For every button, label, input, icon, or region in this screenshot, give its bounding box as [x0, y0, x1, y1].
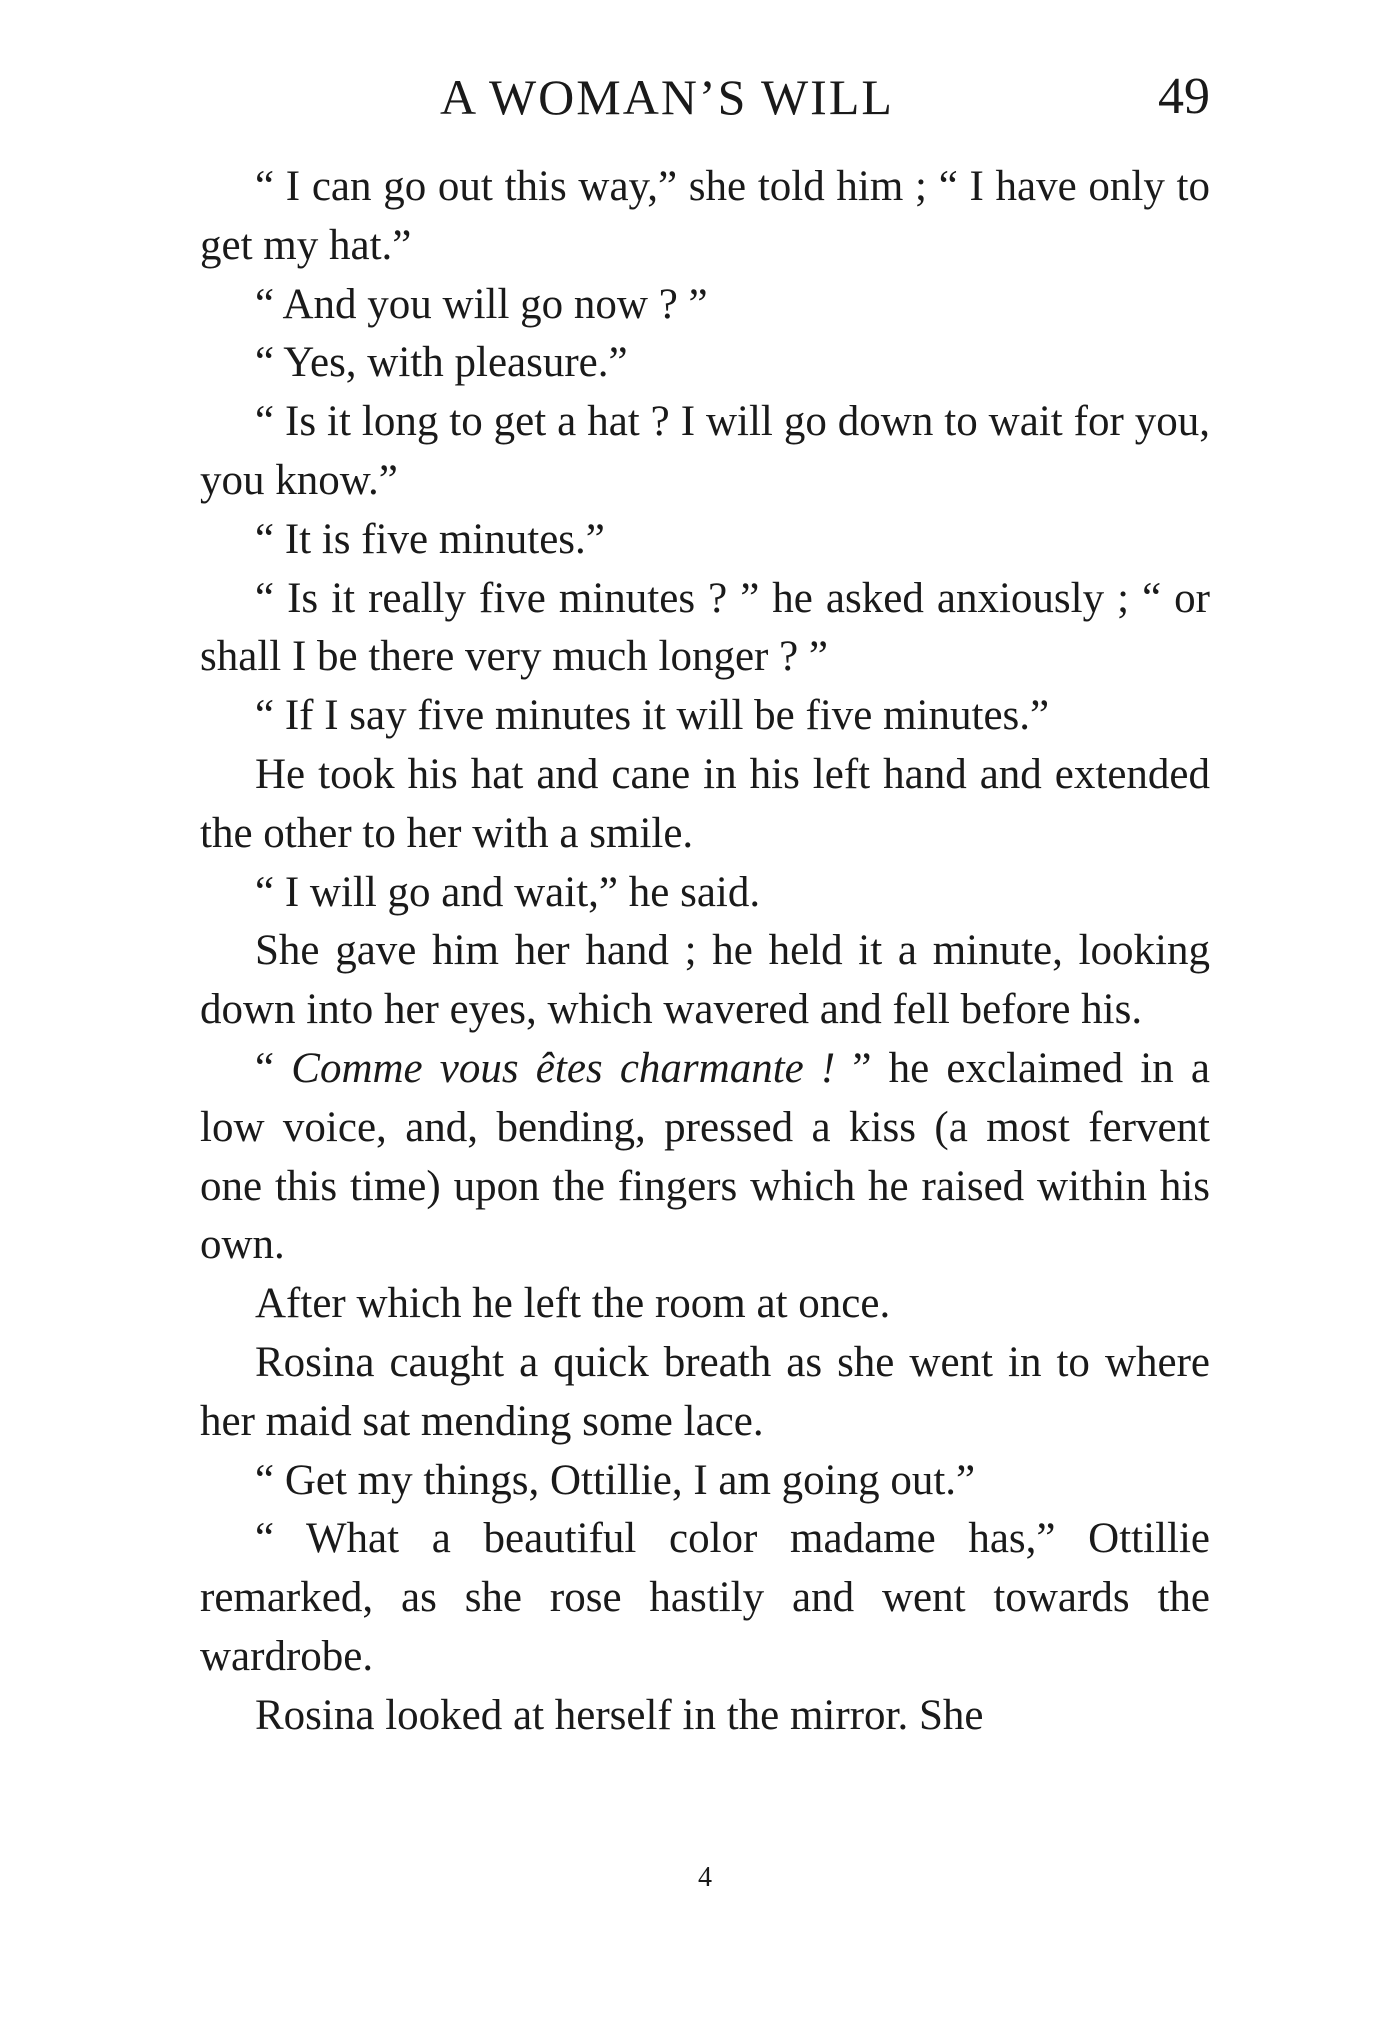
paragraph-13: Rosina caught a quick breath as she went in to where her maid sat mending some lace. [200, 1338, 1210, 1445]
paragraph-12: After which he left the room at once. [255, 1280, 891, 1328]
running-title: A WOMAN’S WILL [440, 69, 894, 125]
paragraph-14: “ Get my things, Ottillie, I am going out.” [255, 1456, 976, 1504]
paragraph-6: “ Is it really five minutes ? ” he asked anxiously ; “ or shall I be there very much longer ? ” [200, 574, 1210, 681]
book-page [200, 0, 1210, 2027]
paragraph-3: “ Yes, with pleasure.” [255, 339, 628, 387]
page-number: 49 [1158, 68, 1210, 125]
paragraph-8: He took his hat and cane in his left hand and extended the other to her with a smile. [200, 750, 1210, 857]
paragraph-4: “ Is it long to get a hat ? I will go down to wait for you, you know.” [200, 398, 1210, 504]
paragraph-1: “ I can go out this way,” she told him ; “ I have only to get my hat.” [200, 163, 1210, 269]
paragraph-11-prefix: “ [255, 1044, 292, 1092]
paragraph-7: “ If I say five minutes it will be five minutes.” [255, 692, 1050, 740]
paragraph-15: “ What a beautiful color madame has,” Ottillie remarked, as she rose hastily and went towards the wardrobe. [200, 1515, 1210, 1680]
running-head [200, 62, 1210, 132]
paragraph-10: She gave him her hand ; he held it a minute, looking down into her eyes, which wavered and fell before his. [200, 927, 1210, 1034]
paragraph-2: “ And you will go now ? ” [255, 280, 708, 328]
paragraph-11 [200, 1040, 1210, 1275]
paragraph-5: “ It is five minutes.” [255, 515, 605, 563]
paragraph-11-suffix: ” he exclaimed in a low voice, and, bending, pressed a kiss (a most fervent one this time) upon the fingers which he raised within his own. [200, 1044, 1210, 1269]
text-body [200, 158, 1210, 1746]
paragraph-16: Rosina looked at herself in the mirror. She [255, 1691, 984, 1739]
paragraph-9: “ I will go and wait,” he said. [255, 868, 761, 916]
french-exclamation: Comme vous êtes charmante ! [291, 1044, 836, 1092]
signature-mark: 4 [698, 1862, 712, 1893]
